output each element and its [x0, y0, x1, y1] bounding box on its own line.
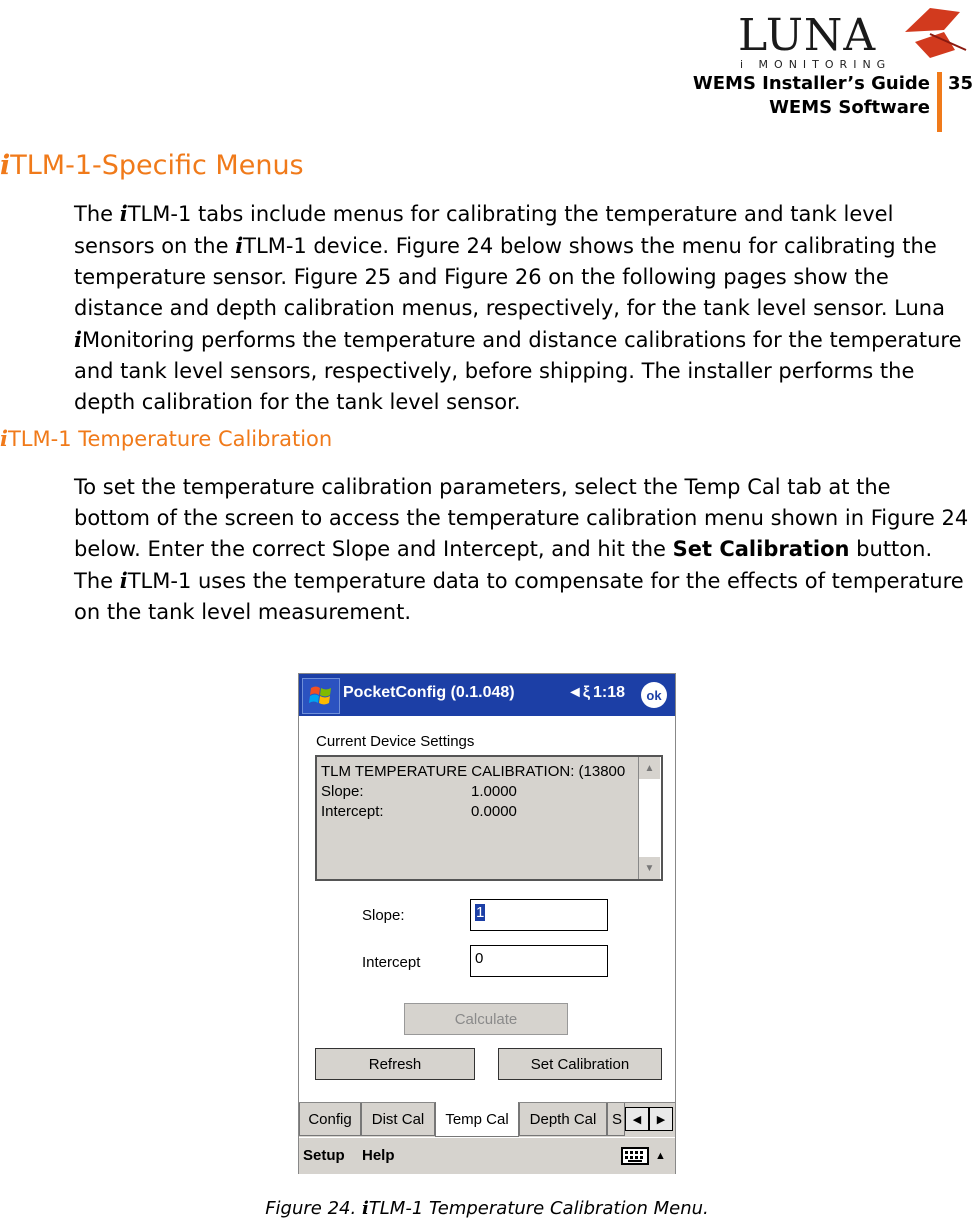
- section-title: WEMS Software: [769, 97, 930, 118]
- current-settings-label: Current Device Settings: [316, 733, 475, 750]
- i-logo: i: [361, 1198, 369, 1219]
- subsection-heading: [0, 426, 332, 451]
- intercept-label: Intercept: [362, 954, 421, 971]
- subsection-heading-text: TLM-1 Temperature Calibration: [7, 427, 333, 451]
- windows-flag-icon: [308, 684, 334, 708]
- listbox-line: TLM TEMPERATURE CALIBRATION: (13800: [321, 763, 626, 780]
- slope-value: 1: [476, 904, 485, 921]
- i-logo: i: [74, 327, 82, 352]
- tab-scroll-right-icon[interactable]: ▶: [649, 1107, 673, 1131]
- intercept-value: 0: [475, 950, 484, 967]
- i-logo: i: [235, 233, 244, 258]
- slope-label: Slope:: [362, 907, 405, 924]
- keyboard-icon[interactable]: [621, 1146, 649, 1171]
- start-button[interactable]: [302, 678, 340, 714]
- menu-help[interactable]: Help: [362, 1147, 395, 1164]
- clock[interactable]: 1:18: [593, 684, 626, 701]
- pda-screen: [298, 673, 676, 1174]
- slope-input[interactable]: [470, 899, 608, 931]
- page-number: 35: [948, 73, 974, 94]
- speaker-icon[interactable]: ◄ξ: [567, 684, 590, 701]
- tab-config[interactable]: Config: [299, 1103, 361, 1136]
- tab-temp-cal[interactable]: Temp Cal: [435, 1102, 519, 1137]
- logo-wordmark: LUNA: [738, 10, 877, 61]
- tab-dist-cal[interactable]: Dist Cal: [361, 1103, 435, 1136]
- guide-title: WEMS Installer’s Guide: [692, 73, 930, 94]
- i-logo: i: [119, 201, 128, 226]
- scroll-down-icon[interactable]: ▼: [639, 857, 660, 879]
- set-calibration-button[interactable]: Set Calibration: [498, 1048, 662, 1080]
- listbox-scrollbar[interactable]: [638, 757, 661, 879]
- listbox-line: Intercept: 0.0000: [321, 803, 517, 820]
- intercept-input[interactable]: [470, 945, 608, 977]
- tab-scroll-left-icon[interactable]: ◀: [625, 1107, 649, 1131]
- listbox-line: Slope: 1.0000: [321, 783, 517, 800]
- header-divider: [937, 72, 942, 132]
- title-bar: [299, 674, 675, 716]
- menu-setup[interactable]: Setup: [303, 1147, 345, 1164]
- ok-button[interactable]: ok: [641, 682, 667, 708]
- app-title: PocketConfig (0.1.048): [343, 684, 515, 701]
- menu-bar: [299, 1137, 675, 1174]
- luna-logo: [730, 2, 970, 74]
- tab-setup[interactable]: S: [607, 1103, 625, 1136]
- section-heading: [0, 150, 304, 181]
- tab-depth-cal[interactable]: Depth Cal: [519, 1103, 607, 1136]
- scroll-up-icon[interactable]: ▲: [639, 757, 660, 779]
- input-panel-arrow-icon[interactable]: ▲: [655, 1150, 666, 1162]
- header-titles: [693, 72, 930, 120]
- bold-term: Set Calibration: [672, 537, 850, 561]
- i-logo: i: [0, 426, 8, 451]
- i-logo: i: [0, 150, 11, 181]
- calculate-button[interactable]: Calculate: [404, 1003, 568, 1035]
- logo-subtext: i MONITORING: [740, 58, 892, 71]
- tab-bar: [299, 1102, 675, 1137]
- temp-cal-paragraph: To set the temperature calibration parameters, select the Temp Cal tab at the bottom of the screen to access the temperature calibration menu shown in Figure 24 below. Enter the correct Slope and Intercept, and hit the Set Calibration button. The iTLM-1 uses the temperature data to compensate for the effects of temperature on the tank level measurement.: [74, 475, 969, 624]
- figure-caption: Figure 24. iTLM-1 Temperature Calibration Menu.: [265, 1198, 709, 1219]
- intro-paragraph: The iTLM-1 tabs include menus for calibrating the temperature and tank level sensors on the iTLM-1 device. Figure 24 below shows the menu for calibrating the temperature sensor. Figure 25 and Figure 26 on the following pages show the distance and depth calibration menus, respectively, for the tank level sensor. Luna iMonitoring performs the temperature and distance calibrations for the temperature and tank level sensors, respectively, before shipping. The installer performs the depth calibration for the tank level sensor.: [74, 201, 962, 414]
- i-logo: i: [119, 568, 128, 593]
- section-heading-text: TLM-1-Specific Menus: [10, 150, 304, 181]
- settings-listbox[interactable]: [315, 755, 663, 881]
- refresh-button[interactable]: Refresh: [315, 1048, 475, 1080]
